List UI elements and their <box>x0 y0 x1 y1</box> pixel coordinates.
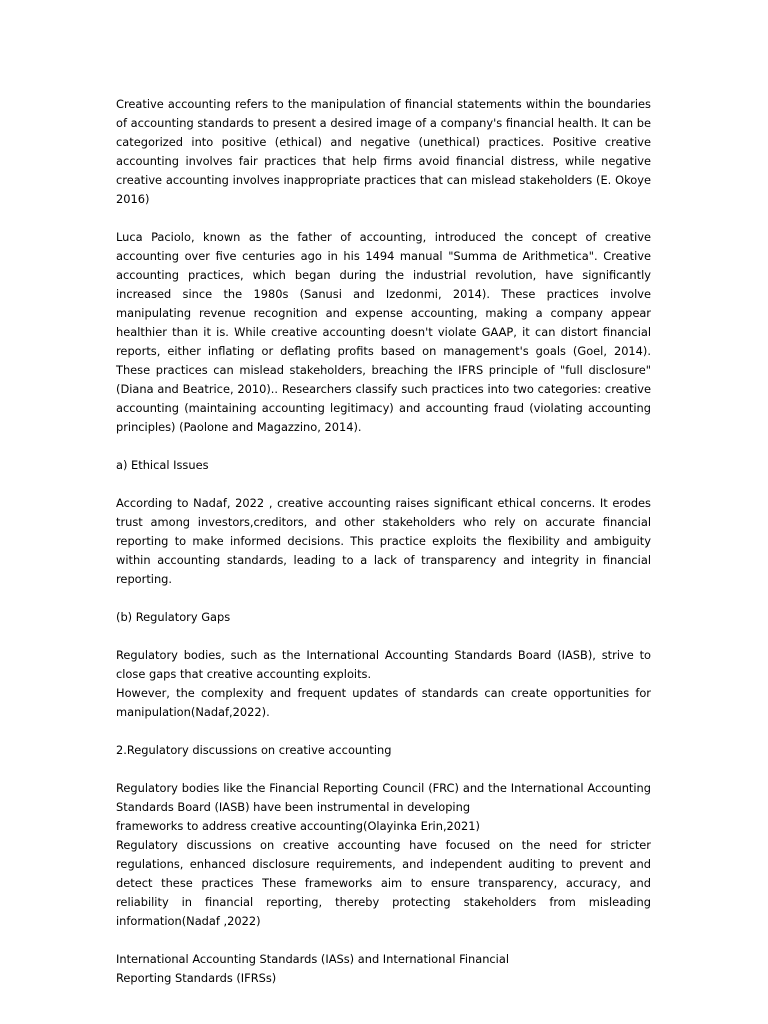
paragraph-creative-accounting-definition: Creative accounting refers to the manipulation of financial statements within the boundaries of accounting standards to present a desired image of a company's financial health. It can be categorized into positive (ethical) and negative (unethical) practices. Positive creative accounting involves fair practices that help firms avoid financial distress, while negative creative accounting involves inappropriate practices that can mislead stakeholders (E. Okoye 2016) <box>116 97 651 206</box>
paragraph-ethical-concerns: According to Nadaf, 2022 , creative accounting raises significant ethical concerns. It erodes trust among investors,creditors, and other stakeholders who rely on accurate financial reporting to make informed decisions. This practice exploits the flexibility and ambiguity within accounting standards, leading to a lack of transparency and integrity in financial reporting. <box>116 496 651 586</box>
paragraph-frameworks: frameworks to address creative accounting(Olayinka Erin,2021) <box>116 819 480 833</box>
paragraph-regulatory-bodies-iasb: Regulatory bodies, such as the International Accounting Standards Board (IASB), strive to close gaps that creative accounting exploits. <box>116 648 651 681</box>
paragraph-complexity-standards: However, the complexity and frequent updates of standards can create opportunities for manipulation(Nadaf,2022). <box>116 686 651 719</box>
heading-regulatory-gaps: (b) Regulatory Gaps <box>116 610 231 624</box>
paragraph-luca-paciolo: Luca Paciolo, known as the father of accounting, introduced the concept of creative accounting over five centuries ago in his 1494 manual "Summa de Arithmetica". Creative accounting practices, which began during the industrial revolution, have significantly increased since the 1980s (Sanusi and Izedonmi, 2014). These practices involve manipulating revenue recognition and expense accounting, making a company appear healthier than it is. While creative accounting doesn't violate GAAP, it can distort financial reports, either inflating or deflating profits based on management's goals (Goel, 2014). These practices can mislead stakeholders, breaching the IFRS principle of "full disclosure" (Diana and Beatrice, 2010).. Researchers classify such practices into two categories: creative accounting (maintaining accounting legitimacy) and accounting fraud (violating accounting principles) (Paolone and Magazzino, 2014). <box>116 230 651 434</box>
heading-regulatory-discussions: 2.Regulatory discussions on creative accounting <box>116 743 392 757</box>
heading-ethical-issues: a) Ethical Issues <box>116 458 209 472</box>
paragraph-frc-iasb: Regulatory bodies like the Financial Reporting Council (FRC) and the International Accounting Standards Board (IASB) have been instrumental in developing <box>116 781 651 814</box>
paragraph-ias-ifrs-line-1: International Accounting Standards (IASs) and International Financial <box>116 952 509 966</box>
document-page <box>116 95 651 988</box>
paragraph-ias-ifrs-line-2: Reporting Standards (IFRSs) <box>116 971 277 985</box>
paragraph-stricter-regulations: Regulatory discussions on creative accounting have focused on the need for stricter regulations, enhanced disclosure requirements, and independent auditing to prevent and detect these practices These frameworks aim to ensure transparency, accuracy, and reliability in financial reporting, thereby protecting stakeholders from misleading information(Nadaf ,2022) <box>116 838 651 928</box>
